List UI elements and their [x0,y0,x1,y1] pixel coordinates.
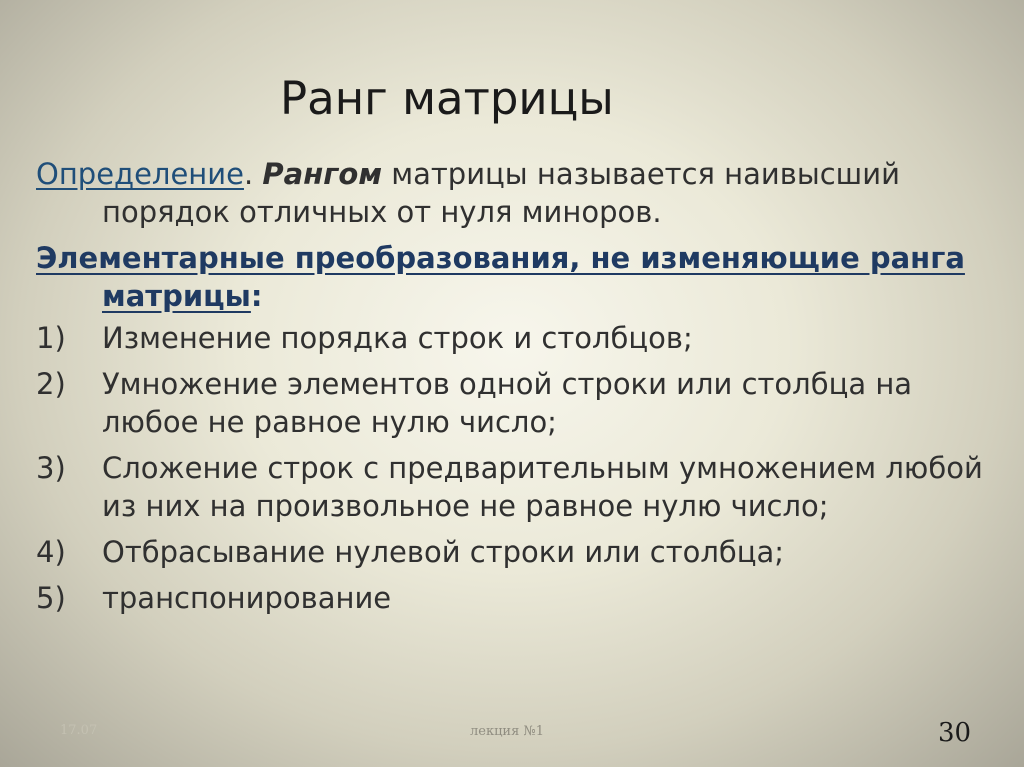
page-number: 30 [938,718,972,748]
definition-separator: . [243,157,263,191]
list-item-number: 1) [36,321,66,355]
footer-date: 17.07 [60,723,98,738]
list-item [36,579,1011,617]
list-item-text: транспонирование [102,581,392,615]
list-item [36,533,1011,571]
definition-term: Рангом [262,157,383,191]
transformations-list [36,319,1011,617]
transformations-heading-text: Элементарные преобразования, не изменяющие ранга матрицы [36,241,965,313]
list-item [36,365,1011,441]
slide-content [36,155,1011,625]
list-item-number: 4) [36,535,66,569]
list-item-text: Изменение порядка строк и столбцов; [102,321,693,355]
list-item-number: 5) [36,581,66,615]
list-item-text: Сложение строк с предварительным умножением любой из них на произвольное не равное нулю число; [102,451,983,523]
transformations-heading-colon: : [250,279,263,313]
definition-paragraph [36,155,1011,231]
definition-label: Определение [36,157,244,191]
list-item [36,449,1011,525]
list-item-text: Умножение элементов одной строки или столбца на любое не равное нулю число; [102,367,913,439]
list-item-number: 2) [36,367,66,401]
slide-title: Ранг матрицы [280,72,614,125]
definition-text: матрицы называется наивысший порядок отличных от нуля миноров. [102,157,900,229]
transformations-heading [36,239,1011,315]
list-item-text: Отбрасывание нулевой строки или столбца; [102,535,785,569]
footer-lecture-label: лекция №1 [470,724,545,739]
list-item [36,319,1011,357]
list-item-number: 3) [36,451,66,485]
